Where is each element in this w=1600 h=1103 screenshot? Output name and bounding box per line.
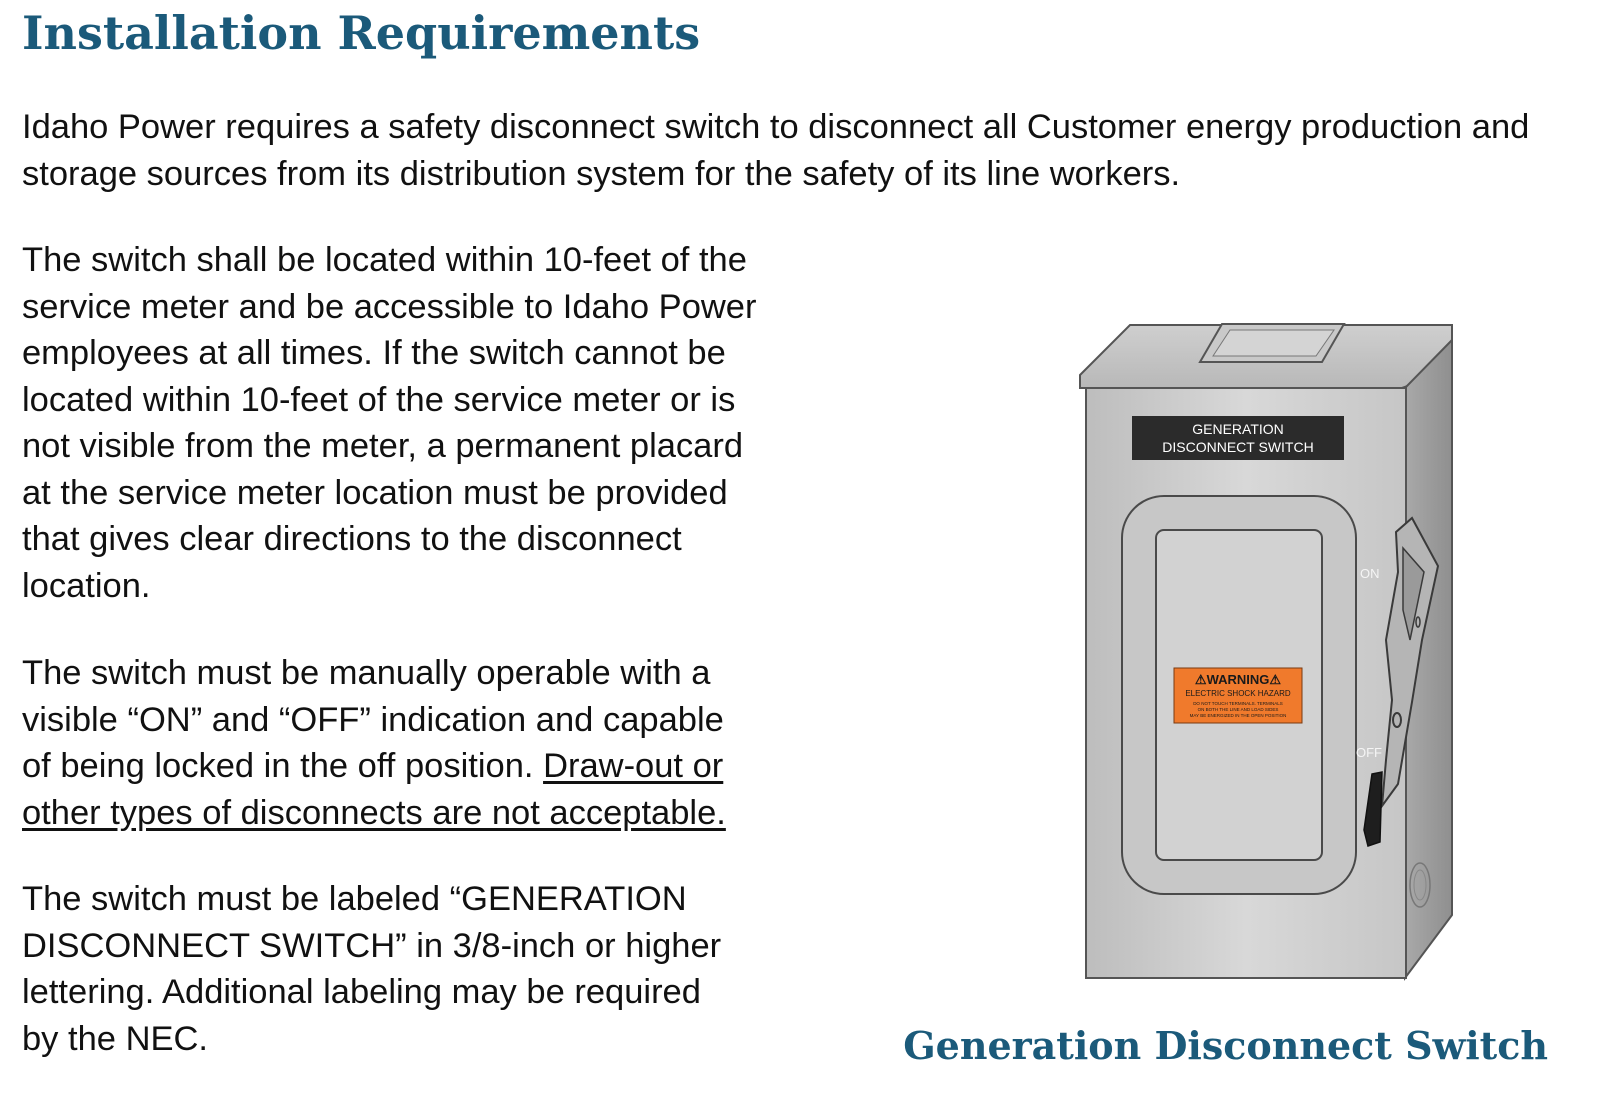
labeling-paragraph (22, 876, 721, 1062)
paragraph-line: not visible from the meter, a permanent placard (22, 427, 744, 465)
paragraph-line: located within 10-feet of the service meter or is (22, 380, 736, 419)
paragraph-line: that gives clear directions to the disconnect (22, 520, 682, 558)
paragraph-line: service meter and be accessible to Idaho Power (22, 287, 757, 326)
disconnect-switch-illustration (1060, 310, 1480, 1000)
paragraph-text: of being locked in the off position. (22, 747, 544, 785)
label-plate-line2: DISCONNECT SWITCH (1162, 439, 1314, 455)
underlined-text: Draw-out or (543, 747, 724, 785)
paragraph-line: The switch must be manually operable with a (22, 654, 711, 692)
warning-fine-print: MAY BE ENERGIZED IN THE OPEN POSITION (1189, 713, 1287, 718)
paragraph-line: employees at all times. If the switch cannot be (22, 334, 726, 372)
label-plate-line1: GENERATION (1192, 421, 1284, 437)
paragraph-line: at the service meter location must be provided (22, 473, 728, 512)
disconnect-switch-figure (1060, 310, 1480, 1000)
intro-line: storage sources from its distribution system for the safety of its line workers. (22, 154, 1181, 193)
on-label: ON (1360, 566, 1380, 581)
paragraph-line: visible “ON” and “OFF” indication and capable (22, 700, 724, 739)
paragraph-line: The switch shall be located within 10-feet of the (22, 241, 747, 279)
intro-line: Idaho Power requires a safety disconnect switch to disconnect all Customer energy production and (22, 108, 1530, 146)
paragraph-line: DISCONNECT SWITCH” in 3/8-inch or higher (22, 926, 722, 965)
warning-fine-print: DO NOT TOUCH TERMINALS. TERMINALS (1193, 701, 1283, 706)
figure-caption: Generation Disconnect Switch (903, 1023, 1548, 1068)
paragraph-line: The switch must be labeled “GENERATION (22, 880, 687, 918)
off-label: OFF (1356, 745, 1382, 760)
page-title: Installation Requirements (22, 6, 701, 60)
paragraph-line: lettering. Additional labeling may be required (22, 973, 701, 1011)
warning-subtitle: ELECTRIC SHOCK HAZARD (1185, 689, 1291, 698)
underlined-text: other types of disconnects are not acceptable. (22, 793, 726, 832)
intro-paragraph (22, 104, 1582, 197)
location-paragraph (22, 237, 756, 609)
operation-paragraph (22, 650, 726, 836)
paragraph-line: location. (22, 566, 151, 605)
warning-title: ⚠WARNING⚠ (1194, 672, 1282, 687)
paragraph-line (22, 743, 726, 790)
warning-fine-print: ON BOTH THE LINE AND LOAD SIDES (1197, 707, 1279, 712)
paragraph-line: by the NEC. (22, 1019, 208, 1058)
